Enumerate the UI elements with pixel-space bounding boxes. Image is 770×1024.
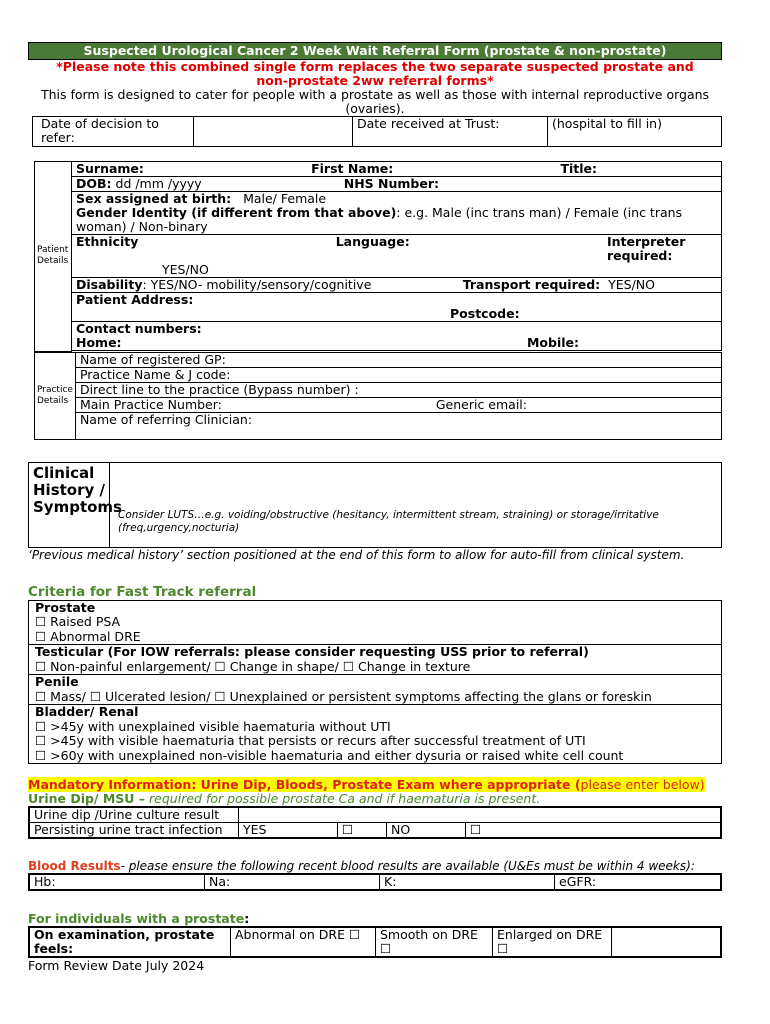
received-date-label: Date received at Trust: — [353, 117, 548, 147]
first-name-label[interactable]: First Name: — [311, 161, 394, 176]
uti-yes-label: YES — [239, 823, 338, 839]
k-field[interactable]: K: — [380, 874, 555, 890]
prostate-exam-blank — [612, 927, 722, 957]
intro-line-2: (ovaries). — [345, 101, 405, 116]
postcode-label[interactable]: Postcode: — [450, 306, 520, 321]
sex-label: Sex assigned at birth: — [76, 191, 232, 206]
prostate-title: Prostate — [35, 599, 96, 615]
practice-name-label[interactable]: Practice Name & J code: — [75, 367, 721, 382]
urine-dip-field[interactable] — [239, 807, 722, 823]
dob-value[interactable]: dd /mm /yyyy — [111, 176, 202, 191]
criteria-heading: Criteria for Fast Track referral — [28, 583, 257, 600]
testicular-title: Testicular (For IOW referrals: please consider requesting USS prior to referral) — [35, 644, 589, 659]
intro-line-1: This form is designed to cater for people with a prostate as well as those with internal reproductive organs — [40, 87, 710, 102]
practice-details-table — [34, 352, 722, 440]
uti-yes-checkbox[interactable]: ☐ — [338, 823, 387, 839]
replacement-note-1: *Please note this combined single form replaces the two separate suspected prostate and — [56, 59, 694, 74]
main-number-label[interactable]: Main Practice Number: — [79, 396, 222, 412]
clinical-history-label: Clinical History / Symptoms — [29, 463, 110, 547]
urine-table — [28, 806, 722, 839]
penile-title: Penile — [35, 674, 79, 689]
enlarged-dre-option[interactable]: Enlarged on DRE ☐ — [493, 927, 612, 957]
clinical-history-field[interactable]: Consider LUTS…e.g. voiding/obstructive (hesitancy, intermittent stream, straining) or storage/irritative (freq,urgency,nocturia) — [118, 508, 659, 534]
prostate-exam-colon: : — [244, 911, 250, 926]
surname-label[interactable]: Surname: — [76, 161, 144, 176]
uti-no-checkbox[interactable]: ☐ — [466, 823, 722, 839]
bladder-title: Bladder/ Renal — [35, 704, 139, 719]
prostate-exam-table — [28, 926, 722, 958]
dob-label: DOB: — [76, 176, 112, 191]
abnormal-dre-option[interactable]: Abnormal on DRE ☐ — [231, 927, 376, 957]
received-date-field[interactable]: (hospital to fill in) — [548, 117, 722, 147]
disability-label: Disability — [76, 277, 143, 292]
egfr-field[interactable]: eGFR: — [555, 874, 722, 890]
practice-side-label: Practice Details — [35, 352, 76, 439]
transport-value[interactable]: YES/NO — [608, 277, 655, 292]
haematuria-no-uti-checkbox[interactable]: ☐ >45y with unexplained visible haematuria without UTI — [35, 718, 391, 734]
blood-table — [28, 873, 722, 891]
penile-checkboxes[interactable]: ☐ Mass/ ☐ Ulcerated lesion/ ☐ Unexplained or persistent symptoms affecting the glans or foreskin — [35, 688, 652, 704]
gp-name-label[interactable]: Name of registered GP: — [75, 352, 721, 367]
na-field[interactable]: Na: — [205, 874, 380, 890]
abnormal-dre-checkbox[interactable]: ☐ Abnormal DRE — [35, 628, 141, 644]
smooth-dre-option[interactable]: Smooth on DRE ☐ — [376, 927, 493, 957]
patient-details-table — [34, 161, 722, 352]
transport-label: Transport required: — [462, 277, 601, 292]
urine-dip-label: Urine dip /Urine culture result — [29, 807, 239, 823]
raised-psa-checkbox[interactable]: ☐ Raised PSA — [35, 614, 121, 629]
criteria-box — [28, 600, 722, 765]
sex-value[interactable]: Male/ Female — [243, 191, 327, 206]
clinical-history-box — [28, 462, 722, 548]
uti-no-label: NO — [387, 823, 466, 839]
disability-value[interactable]: : YES/NO- mobility/sensory/cognitive — [142, 277, 372, 292]
generic-email-label[interactable]: Generic email: — [435, 396, 527, 412]
ethnicity-label[interactable]: Ethnicity — [76, 234, 139, 249]
interpreter-label: Interpreter required: — [607, 234, 686, 263]
prostate-exam-heading: For individuals with a prostate — [28, 911, 245, 926]
interpreter-value[interactable]: YES/NO — [162, 262, 209, 277]
gender-value[interactable]: : e.g. Male (inc trans man) / Female (inc trans woman) / Non-binary — [76, 205, 683, 234]
form-title: Suspected Urological Cancer 2 Week Wait Referral Form (prostate & non-prostate) — [28, 42, 722, 60]
home-label[interactable]: Home: — [76, 335, 122, 350]
form-review-date: Form Review Date July 2024 — [28, 958, 205, 973]
mandatory-bold: Mandatory Information: Urine Dip, Bloods, Prostate Exam where appropriate ( — [28, 777, 581, 792]
mandatory-info — [28, 778, 722, 792]
direct-line-label[interactable]: Direct line to the practice (Bypass number) : — [75, 382, 721, 397]
non-visible-haematuria-checkbox[interactable]: ☐ >60y with unexplained non-visible haematuria and either dysuria or raised white cell count — [35, 747, 624, 763]
gender-label: Gender Identity (if different from that above) — [76, 205, 397, 220]
decision-date-field[interactable] — [194, 117, 353, 147]
decision-date-label: Date of decision to refer: — [33, 117, 194, 147]
urine-hint: required for possible prostate Ca and if haematuria is present. — [145, 791, 541, 806]
contact-numbers-label: Contact numbers: — [76, 321, 202, 336]
uti-label: Persisting urine tract infection — [29, 823, 239, 839]
hb-field[interactable]: Hb: — [29, 874, 205, 890]
blood-hint: - please ensure the following recent blood results are available (U&Es must be within 4 weeks): — [120, 859, 695, 873]
referral-form — [28, 42, 722, 973]
mobile-label[interactable]: Mobile: — [526, 335, 579, 350]
replacement-note-2: non-prostate 2ww referral forms* — [256, 73, 494, 88]
pmh-note: ‘Previous medical history’ section positioned at the end of this form to allow for auto-fill from clinical system. — [28, 547, 685, 562]
dates-table — [32, 116, 722, 147]
prostate-exam-label: On examination, prostate feels: — [29, 927, 231, 957]
clinician-label[interactable]: Name of referring Clinician: — [75, 412, 721, 439]
haematuria-persist-checkbox[interactable]: ☐ >45y with visible haematuria that persists or recurs after successful treatment of UTI — [35, 733, 586, 748]
title-label[interactable]: Title: — [560, 161, 597, 176]
mandatory-normal: please enter below) — [580, 777, 705, 792]
address-label[interactable]: Patient Address: — [76, 292, 194, 307]
nhs-number-label[interactable]: NHS Number: — [343, 176, 439, 191]
testicular-checkboxes[interactable]: ☐ Non-painful enlargement/ ☐ Change in shape/ ☐ Change in texture — [35, 658, 471, 674]
language-label[interactable]: Language: — [335, 234, 410, 249]
patient-side-label: Patient Details — [35, 162, 72, 352]
urine-heading: Urine Dip/ MSU – — [28, 791, 146, 806]
blood-heading: Blood Results — [28, 859, 121, 873]
